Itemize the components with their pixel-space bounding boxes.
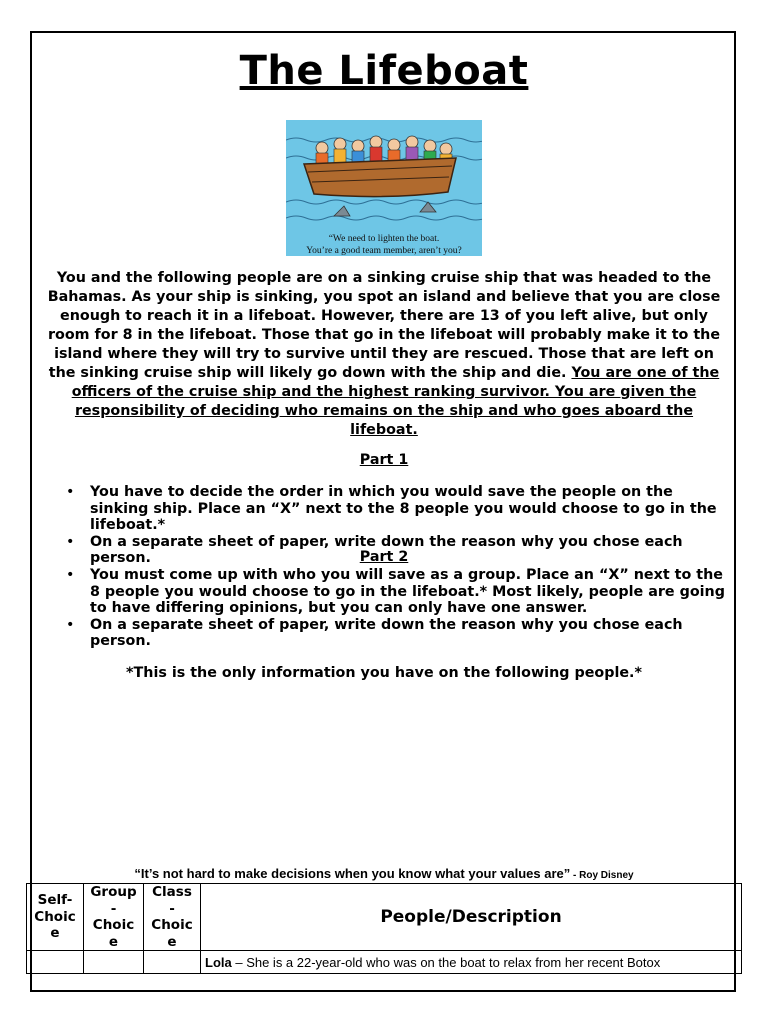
intro-paragraph xyxy=(44,269,724,440)
person-name: Lola xyxy=(205,954,232,970)
list-item: • You must come up with who you will save as a group. Place an “X” next to the 8 people you would choose to go in the lifeboat.* Most likely, people are going to have differing opinions, but you can only have one answer. xyxy=(66,567,725,616)
illustration-caption-line2: You’re a good team member, aren’t you? xyxy=(306,246,462,256)
page-title: The Lifeboat xyxy=(239,48,529,94)
self-choice-header: Self- Choic e xyxy=(27,884,84,951)
quote-text: “It’s not hard to make decisions when you know what your values are” xyxy=(134,866,571,881)
intro-text: You and the following people are on a sinking cruise ship that was headed to the Bahamas. As your ship is sinking, you spot an island and believe that you are close enough to reach it in a lifeboat. However, there are 13 of you left alive, but only room for 8 in the lifeboat. Those that go in the lifeboat will probably make it to the island where they will try to survive until they are rescued. Those that are left on the sinking cruise ship will likely go down with the ship and die. xyxy=(47,270,721,381)
illustration-caption-line1: “We need to lighten the boat. xyxy=(328,234,440,244)
table-header-row xyxy=(27,884,742,951)
list-item: • You have to decide the order in which you would save the people on the sinking ship. Place an “X” next to the 8 people you would choose to go in the lifeboat.* xyxy=(66,484,717,533)
part1-heading: Part 1 xyxy=(359,452,409,468)
list-item: • On a separate sheet of paper, write down the reason why you chose each person. xyxy=(66,533,683,566)
part2-list xyxy=(60,567,730,650)
group-choice-cell[interactable] xyxy=(84,951,144,974)
list-item: • On a separate sheet of paper, write down the reason why you chose each person. xyxy=(66,616,683,649)
table-row xyxy=(27,951,742,974)
lifeboat-illustration xyxy=(286,120,482,256)
person-description-text: – She is a 22-year-old who was on the boat to relax from her recent Botox xyxy=(231,954,661,970)
quote xyxy=(0,866,768,881)
people-table xyxy=(26,883,742,974)
quote-author: - Roy Disney xyxy=(570,870,634,881)
intro-underlined-text: You are one of the officers of the cruise ship and the highest ranking survivor. You are given the responsibility of deciding who remains on the ship and who goes aboard the lifeboat. xyxy=(71,365,720,438)
people-description-header: People/Description xyxy=(201,884,742,951)
person-description xyxy=(201,951,742,974)
info-note: *This is the only information you have on the following people.* xyxy=(126,665,642,681)
self-choice-cell[interactable] xyxy=(27,951,84,974)
part2-heading: Part 2 xyxy=(359,549,409,565)
group-choice-header: Group - Choic e xyxy=(84,884,144,951)
class-choice-header: Class - Choic e xyxy=(144,884,201,951)
class-choice-cell[interactable] xyxy=(144,951,201,974)
